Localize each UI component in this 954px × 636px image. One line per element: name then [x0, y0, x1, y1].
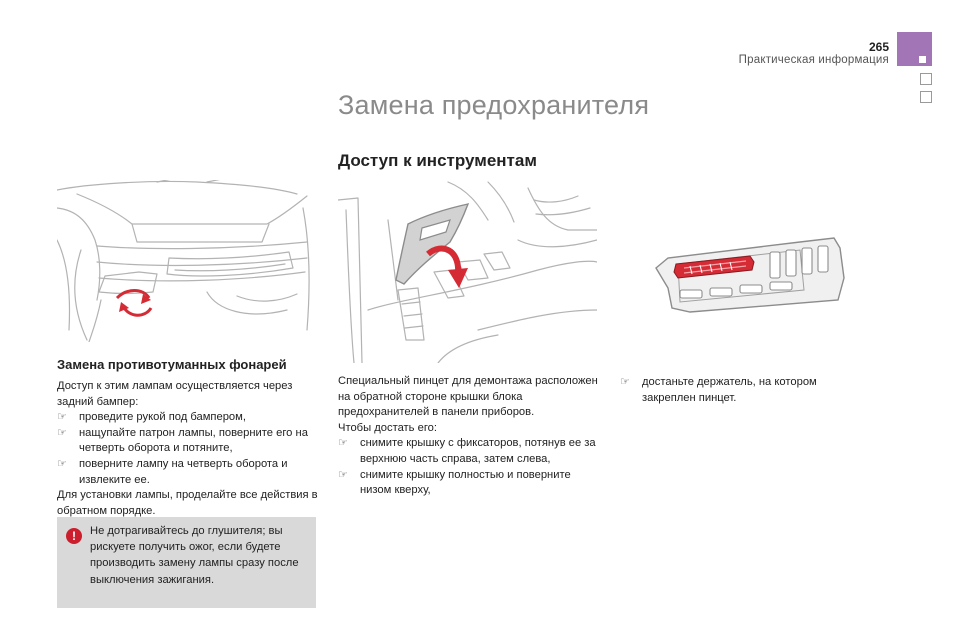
fog-lamp-instructions	[57, 379, 319, 519]
list-item	[338, 468, 600, 499]
pointing-hand-icon: ☞	[57, 411, 67, 424]
bullet-text: поверните лампу на четверть оборота и извлеките ее.	[79, 457, 288, 486]
bullet-text: снимите крышку полностью и поверните низом кверху,	[360, 468, 571, 497]
outro-text: Для установки лампы, проделайте все действия в обратном порядке.	[57, 489, 318, 517]
intro-text: Доступ к этим лампам осуществляется через задний бампер:	[57, 380, 293, 408]
tweezer-holder-illustration	[650, 228, 855, 318]
pointing-hand-icon: ☞	[57, 426, 67, 439]
chapter-tab	[920, 91, 932, 103]
chapter-tab-active	[897, 32, 932, 66]
intro-text: Специальный пинцет для демонтажа расположен на обратной стороне крышки блока предохранителей в панели приборов.	[338, 375, 598, 419]
pointing-hand-icon: ☞	[620, 376, 630, 388]
list-item	[57, 426, 319, 457]
bullet-text: снимите крышку с фиксаторов, потянув ее за верхнюю часть справа, затем слева,	[360, 437, 596, 465]
holder-instructions	[620, 375, 850, 406]
list-item	[57, 457, 319, 488]
pointing-hand-icon: ☞	[338, 468, 348, 481]
warning-note	[57, 517, 316, 608]
fog-lamp-heading: Замена противотуманных фонарей	[57, 357, 287, 372]
bullet-text: проведите рукой под бампером,	[79, 411, 246, 424]
list-item	[57, 410, 319, 426]
bullet-text: нащупайте патрон лампы, поверните его на четверть оборота и потяните,	[79, 426, 308, 455]
list-item	[620, 375, 850, 406]
section-title: Практическая информация	[738, 54, 889, 66]
warning-text: Не дотрагивайтесь до глушителя; вы рискуете получить ожог, если будете производить замену лампы сразу после выключения зажигания.	[90, 525, 299, 586]
lead-text: Чтобы достать его:	[338, 421, 437, 434]
pointing-hand-icon: ☞	[57, 457, 67, 470]
bullet-text: достаньте держатель, на котором закреплен пинцет.	[642, 376, 817, 404]
chapter-tab	[920, 73, 932, 85]
list-item	[338, 436, 600, 467]
page-title: Замена предохранителя	[338, 90, 650, 120]
exclamation-icon: !	[66, 528, 82, 544]
rear-bumper-illustration	[57, 180, 312, 342]
section-subtitle: Доступ к инструментам	[338, 151, 537, 170]
tweezer-instructions	[338, 374, 600, 499]
page-number: 265	[868, 40, 889, 54]
pointing-hand-icon: ☞	[338, 437, 348, 450]
fuse-cover-illustration	[338, 180, 597, 363]
